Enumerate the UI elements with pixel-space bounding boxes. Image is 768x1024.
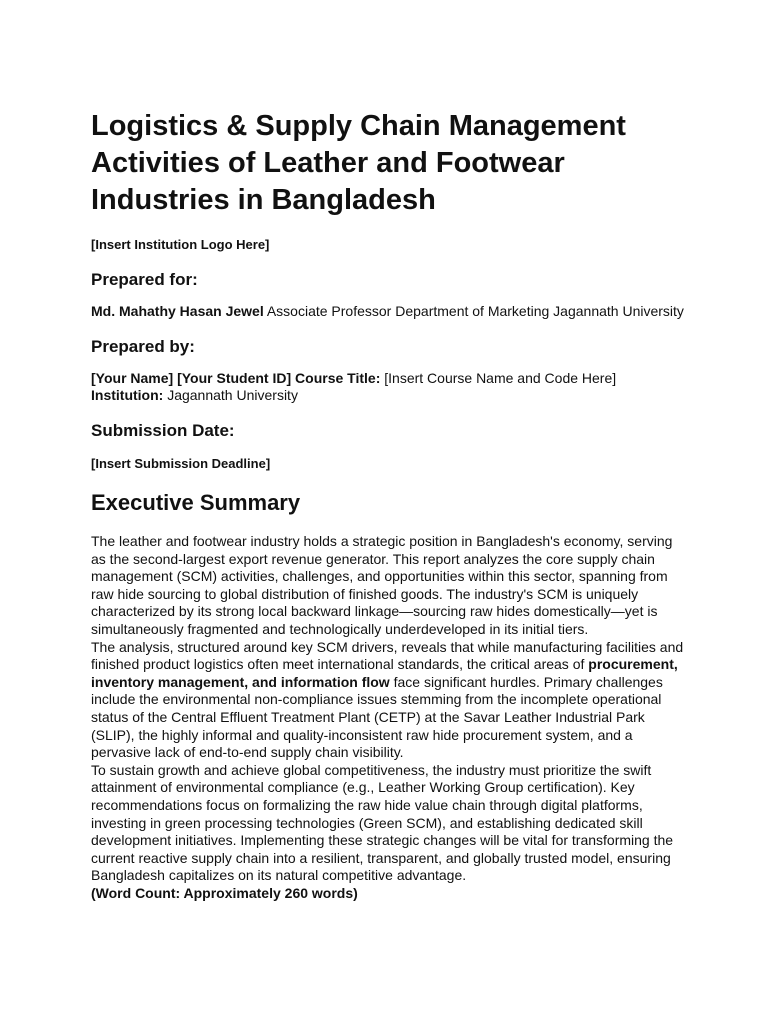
summary-paragraph-2-intro: The analysis, structured around key SCM drivers, reveals that while manufacturing facilities and finished product logistics often meet international standards, the critical areas of [91, 638, 684, 673]
summary-paragraph-2-emphasis: procurement, inventory management, and information flow [91, 656, 678, 690]
prepared-for-line [91, 303, 688, 320]
prepared-by-heading: Prepared by: [91, 337, 195, 356]
institution-label: Institution: [91, 387, 164, 403]
prepared-for-heading: Prepared for: [91, 270, 198, 289]
summary-paragraph-1: The leather and footwear industry holds a strategic position in Bangladesh's economy, serving as the second-largest export revenue generator. This report analyzes the core supply chain management (SCM) activities, challenges, and opportunities within this sector, spanning from raw hide sourcing to global distribution of finished goods. The industry's SCM is uniquely characterized by its strong local backward linkage—sourcing raw hides domestically—yet is simultaneously fragmented and technologically underdeveloped in its initial tiers. [91, 533, 673, 637]
summary-paragraph-2-rest: face significant hurdles. Primary challenges include the environmental non-compliance issues stemming from the incomplete operational status of the Central Effluent Treatment Plant (CETP) at the Savar Leather Industrial Park (SLIP), the highly informal and quality-inconsistent raw hide procurement system, and a pervasive lack of end-to-end supply chain visibility. [91, 673, 663, 761]
course-title-value: [Insert Course Name and Code Here] [380, 370, 617, 386]
course-title-label: Course Title: [291, 370, 381, 386]
summary-paragraph-2 [91, 639, 688, 762]
submission-date-heading: Submission Date: [91, 421, 235, 440]
prepared-by-line [91, 370, 688, 387]
summary-paragraph-3: To sustain growth and achieve global competitiveness, the industry must prioritize the swift attainment of environmental compliance (e.g., Leather Working Group certification). Key recommendations focus on formalizing the raw hide value chain through digital platforms, investing in green processing technologies (Green SCM), and establishing dedicated skill development initiatives. Implementing these strategic changes will be vital for transforming the current reactive supply chain into a resilient, transparent, and globally trusted model, ensuring Bangladesh capitalizes on its natural competitive advantage. [91, 761, 674, 884]
document-title: Logistics & Supply Chain Management Activities of Leather and Footwear Industries in Bangladesh [91, 110, 626, 216]
professor-name: Md. Mahathy Hasan Jewel [91, 303, 264, 319]
submission-deadline: [Insert Submission Deadline] [91, 456, 271, 471]
logo-placeholder: [Insert Institution Logo Here] [91, 237, 270, 252]
professor-details: Associate Professor Department of Marketing Jagannath University [263, 303, 684, 319]
student-name-id: [Your Name] [Your Student ID] [91, 370, 292, 386]
executive-summary-heading: Executive Summary [91, 490, 301, 515]
institution-line [91, 387, 688, 404]
institution-value: Jagannath University [163, 387, 298, 403]
word-count: (Word Count: Approximately 260 words) [91, 884, 358, 901]
